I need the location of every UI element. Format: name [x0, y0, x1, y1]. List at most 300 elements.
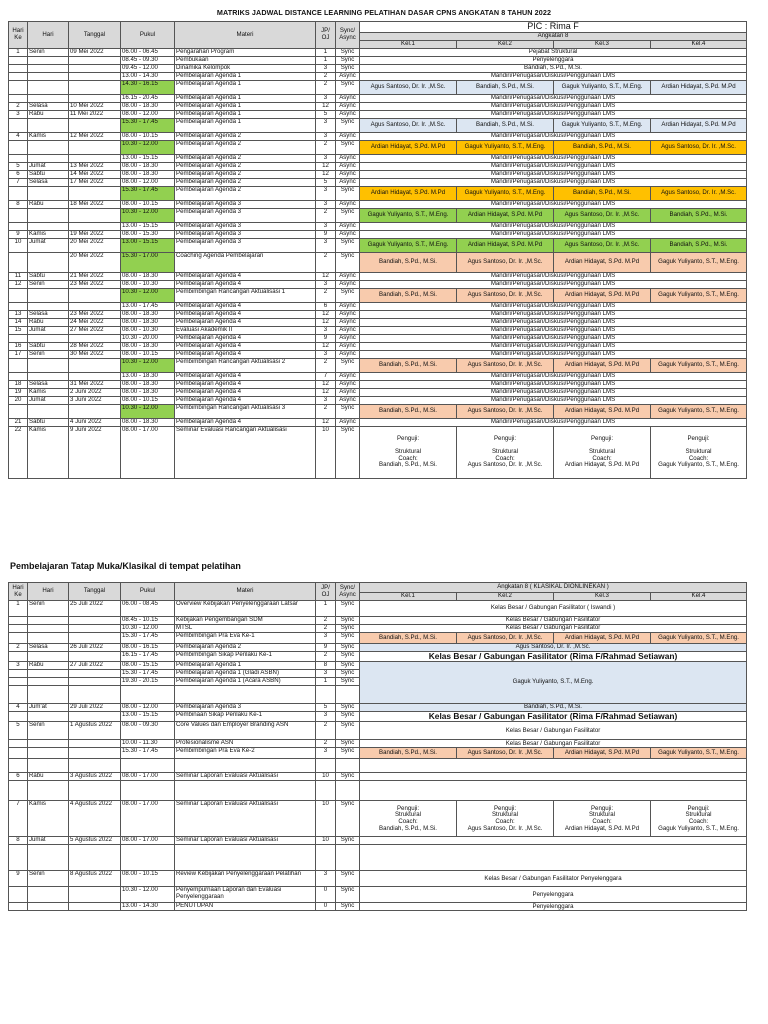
cell-sync: Async: [336, 154, 360, 162]
cell-materi: Pembimbingan Rancangan Aktualisasi 3: [175, 404, 316, 418]
cell-group-span: Kelas Besar / Gabungan Fasilitator (Rima F/Rahmad Setiawan): [360, 652, 747, 662]
cell-hari: Rabu: [28, 773, 69, 781]
cell-jp: 2: [316, 288, 336, 302]
cell-sync: Sync: [336, 64, 360, 72]
cell-materi: Pembelajaran Agenda 4: [175, 272, 316, 280]
cell-pukul: 08.00 - 09.30: [121, 722, 175, 740]
cell-tanggal: 20 Mei 2022: [69, 238, 121, 252]
cell-tanggal: 10 Mei 2022: [69, 102, 121, 110]
cell-hari: [28, 186, 69, 200]
cell-tanggal: [69, 140, 121, 154]
header-tanggal-2: Tanggal: [69, 583, 121, 601]
cell-materi: Pembelajaran Agenda 2: [175, 154, 316, 162]
header-hari-ke: Hari Ke: [9, 22, 28, 49]
cell-kel-4: Gaguk Yuliyanto, S.T., M.Eng.: [651, 252, 747, 272]
cell-kel-3: Gaguk Yuliyanto, S.T., M.Eng.: [554, 118, 651, 132]
header-kel-1-b: Kel.1: [360, 593, 457, 601]
table-row: [9, 388, 747, 396]
cell-hari: [28, 94, 69, 102]
cell-materi: Pembelajaran Agenda 3: [175, 230, 316, 238]
cell-sync: Sync: [336, 633, 360, 644]
cell-kel-4: Bandiah, S.Pd., M.Si.: [651, 208, 747, 222]
cell-sync: Async: [336, 310, 360, 318]
cell-group-span: Mandiri/Penugasan/Diskusi/Penggunaan LMS: [360, 334, 747, 342]
cell-tanggal: [69, 72, 121, 80]
cell-materi: [175, 759, 316, 773]
cell-hari: [28, 686, 69, 704]
cell-hari: Selasa: [28, 644, 69, 652]
table-row: [9, 56, 747, 64]
table-row: [9, 722, 747, 740]
cell-kel-4: Gaguk Yuliyanto, S.T., M.Eng.: [651, 748, 747, 759]
table-row: [9, 222, 747, 230]
cell-tanggal: 11 Mei 2022: [69, 110, 121, 118]
cell-tanggal: 27 Mei 2022: [69, 326, 121, 334]
cell-sync: [336, 759, 360, 773]
header-tanggal: Tanggal: [69, 22, 121, 49]
cell-group-span: Kelas Besar / Gabungan Fasilitator: [360, 625, 747, 633]
cell-pukul: 08.00 - 18.30: [121, 418, 175, 426]
cell-hari: [28, 887, 69, 903]
cell-hari-ke: [9, 845, 28, 871]
cell-hari-ke: [9, 80, 28, 94]
table-row: [9, 118, 747, 132]
cell-jp: 0: [316, 887, 336, 903]
cell-kel-1: Bandiah, S.Pd., M.Si.: [360, 748, 457, 759]
header-kel-3: Kel.3: [554, 40, 651, 48]
cell-materi: [175, 781, 316, 801]
cell-hari: [28, 64, 69, 72]
cell-jp: 12: [316, 342, 336, 350]
cell-jp: 1: [316, 56, 336, 64]
cell-sync: Sync: [336, 288, 360, 302]
cell-kel-2: Agus Santoso, Dr. Ir. ,M.Sc.: [457, 748, 554, 759]
cell-kel-3: Bandiah, S.Pd., M.Si.: [554, 186, 651, 200]
cell-hari-ke: [9, 222, 28, 230]
cell-hari-ke: 4: [9, 704, 28, 712]
cell-hari-ke: 8: [9, 837, 28, 845]
cell-jp: 3: [316, 154, 336, 162]
table-row: [9, 748, 747, 759]
cell-sync: Async: [336, 222, 360, 230]
cell-materi: Pembelajaran Agenda 2: [175, 186, 316, 200]
cell-group-span: Mandiri/Penugasan/Diskusi/Penggunaan LMS: [360, 132, 747, 140]
cell-pukul: 10.30 - 12.00: [121, 887, 175, 903]
cell-pukul: 15.30 - 17.45: [121, 633, 175, 644]
cell-pukul: 08.00 - 18.30: [121, 342, 175, 350]
cell-materi: Pembelajaran Agenda 4: [175, 418, 316, 426]
cell-jp: 3: [316, 326, 336, 334]
cell-kel-2: Agus Santoso, Dr. Ir. ,M.Sc.: [457, 404, 554, 418]
table-row: [9, 72, 747, 80]
cell-hari-ke: 21: [9, 418, 28, 426]
cell-pukul: 08.45 - 09.30: [121, 56, 175, 64]
cell-kel-2: Agus Santoso, Dr. Ir. ,M.Sc.: [457, 288, 554, 302]
cell-jp: 2: [316, 208, 336, 222]
header-kel-2-b: Kel.2: [457, 593, 554, 601]
section-title-klasikal: Pembelajaran Tatap Muka/Klasikal di tempat pelatihan: [10, 561, 241, 571]
cell-kel-1: Bandiah, S.Pd., M.Si.: [360, 288, 457, 302]
cell-materi: Seminar Laporan Evaluasi Aktualisasi: [175, 837, 316, 845]
cell-sync: [336, 781, 360, 801]
cell-hari: Rabu: [28, 110, 69, 118]
cell-materi: Penyempurnaan Laporan dan Evaluasi Penyelenggaraan: [175, 887, 316, 903]
cell-hari: [28, 118, 69, 132]
table-row: [9, 380, 747, 388]
table-row: [9, 871, 747, 887]
header-jp-2: JP/ OJ: [316, 583, 336, 601]
cell-jp: 5: [316, 704, 336, 712]
table-row: [9, 781, 747, 801]
cell-tanggal: 5 Agustus 2022: [69, 837, 121, 845]
cell-sync: Sync: [336, 426, 360, 478]
cell-group-span: Mandiri/Penugasan/Diskusi/Penggunaan LMS: [360, 302, 747, 310]
cell-hari-ke: 2: [9, 102, 28, 110]
cell-hari: Rabu: [28, 200, 69, 208]
cell-jp: 1: [316, 601, 336, 617]
cell-group-span: Kelas Besar / Gabungan Fasilitator: [360, 740, 747, 748]
cell-hari: [28, 288, 69, 302]
cell-kel-3: Agus Santoso, Dr. Ir. ,M.Sc.: [554, 208, 651, 222]
cell-sync: Sync: [336, 740, 360, 748]
cell-kel-1: Agus Santoso, Dr. Ir. ,M.Sc.: [360, 80, 457, 94]
table-row: [9, 280, 747, 288]
cell-sync: Async: [336, 326, 360, 334]
cell-tanggal: 14 Mei 2022: [69, 170, 121, 178]
cell-jp: 3: [316, 186, 336, 200]
table-row: [9, 644, 747, 652]
cell-jp: 5: [316, 110, 336, 118]
cell-group-span: Mandiri/Penugasan/Diskusi/Penggunaan LMS: [360, 310, 747, 318]
cell-tanggal: [69, 887, 121, 903]
header-kel-3-b: Kel.3: [554, 593, 651, 601]
header-kel-4-b: Kel.4: [651, 593, 747, 601]
cell-tanggal: [69, 56, 121, 64]
cell-pukul: 13.00 - 14.30: [121, 72, 175, 80]
cell-tanggal: [69, 670, 121, 678]
cell-hari: [28, 759, 69, 773]
cell-jp: 3: [316, 871, 336, 887]
cell-pukul: [121, 781, 175, 801]
cell-jp: 1: [316, 678, 336, 686]
cell-sync: Async: [336, 230, 360, 238]
table-row: [9, 704, 747, 712]
cell-hari: Selasa: [28, 310, 69, 318]
table-row: [9, 252, 747, 272]
cell-hari: [28, 334, 69, 342]
cell-sync: Async: [336, 72, 360, 80]
cell-kel-1: Gaguk Yuliyanto, S.T., M.Eng.: [360, 208, 457, 222]
cell-materi: PENUTUPAN: [175, 903, 316, 911]
cell-kel-2: Bandiah, S.Pd., M.Si.: [457, 80, 554, 94]
cell-hari: Kamis: [28, 426, 69, 478]
cell-sync: Sync: [336, 662, 360, 670]
cell-hari-ke: 22: [9, 426, 28, 478]
cell-hari: [28, 845, 69, 871]
cell-group-span: Mandiri/Penugasan/Diskusi/Penggunaan LMS: [360, 388, 747, 396]
cell-kel-3: Penguji: Struktural Coach: Ardian Hidayat, S.Pd. M.Pd: [554, 801, 651, 837]
table-row: [9, 372, 747, 380]
cell-tanggal: [69, 712, 121, 722]
table-row: [9, 94, 747, 102]
header-kel-2: Kel.2: [457, 40, 554, 48]
cell-pukul: 10.30 - 12.00: [121, 625, 175, 633]
cell-hari: Senin: [28, 350, 69, 358]
cell-group-span: [360, 759, 747, 773]
cell-materi: Review Kebijakan Penyelenggaraan Pelatihan: [175, 871, 316, 887]
cell-kel-4: Penguji: Struktural Coach: Gaguk Yuliyanto, S.T., M.Eng.: [651, 426, 747, 478]
table-row: [9, 845, 747, 871]
table-row: [9, 837, 747, 845]
cell-hari-ke: 18: [9, 380, 28, 388]
cell-hari: [28, 56, 69, 64]
cell-materi: Pembelajaran Agenda 3: [175, 200, 316, 208]
cell-sync: Async: [336, 388, 360, 396]
cell-kel-1: Bandiah, S.Pd., M.Si.: [360, 633, 457, 644]
cell-kel-1: Bandiah, S.Pd., M.Si.: [360, 358, 457, 372]
cell-jp: 12: [316, 388, 336, 396]
cell-sync: Sync: [336, 670, 360, 678]
cell-hari: [28, 633, 69, 644]
cell-group-span: Penyelenggara: [360, 887, 747, 903]
table-row: [9, 426, 747, 478]
cell-materi: Core Values dan Employer Branding ASN: [175, 722, 316, 740]
schedule-table-klasikal: [8, 582, 747, 911]
cell-materi: Pembelajaran Agenda 4: [175, 280, 316, 288]
cell-tanggal: [69, 625, 121, 633]
cell-hari-ke: [9, 302, 28, 310]
table-row: [9, 350, 747, 358]
cell-hari: Rabu: [28, 318, 69, 326]
cell-materi: Overview Kebijakan Penyelenggaraan Latsar: [175, 601, 316, 617]
table-row: [9, 140, 747, 154]
cell-materi: Pembukaan: [175, 56, 316, 64]
cell-pukul: 15.30 - 17.45: [121, 748, 175, 759]
cell-hari-ke: [9, 686, 28, 704]
cell-sync: Sync: [336, 48, 360, 56]
cell-kel-3: Gaguk Yuliyanto, S.T., M.Eng.: [554, 80, 651, 94]
cell-hari: Selasa: [28, 102, 69, 110]
table-row: [9, 110, 747, 118]
cell-tanggal: [69, 154, 121, 162]
cell-jp: 0: [316, 903, 336, 911]
cell-materi: Dinamika Kelompok: [175, 64, 316, 72]
cell-group-span: Penyelenggara: [360, 56, 747, 64]
cell-hari-ke: [9, 94, 28, 102]
table-row: [9, 801, 747, 837]
cell-hari: [28, 252, 69, 272]
cell-hari-ke: 1: [9, 48, 28, 56]
cell-materi: Pembelajaran Agenda 2: [175, 132, 316, 140]
cell-hari: [28, 670, 69, 678]
cell-pukul: 10.30 - 12.00: [121, 404, 175, 418]
cell-kel-2: Ardian Hidayat, S.Pd. M.Pd: [457, 208, 554, 222]
angkatan-label: Angkatan 8: [360, 32, 747, 40]
cell-jp: 3: [316, 64, 336, 72]
pic-label: PIC : Rima F: [360, 22, 747, 33]
cell-hari-ke: 5: [9, 162, 28, 170]
cell-pukul: 08.00 - 12.00: [121, 110, 175, 118]
cell-materi: Pembelajaran Agenda 4: [175, 380, 316, 388]
cell-pukul: 15.30 - 17.45: [121, 186, 175, 200]
cell-tanggal: [69, 80, 121, 94]
cell-tanggal: 09 Mei 2022: [69, 48, 121, 56]
cell-jp: 12: [316, 318, 336, 326]
cell-sync: Sync: [336, 186, 360, 200]
cell-tanggal: 29 Juli 2022: [69, 704, 121, 712]
cell-hari: Kamis: [28, 132, 69, 140]
cell-hari: Jumat: [28, 837, 69, 845]
cell-sync: Sync: [336, 773, 360, 781]
cell-jp: 6: [316, 302, 336, 310]
cell-hari-ke: 17: [9, 350, 28, 358]
cell-jp: [316, 781, 336, 801]
cell-hari-ke: [9, 633, 28, 644]
cell-sync: Sync: [336, 644, 360, 652]
table-row: [9, 154, 747, 162]
cell-materi: Pembelajaran Agenda 4: [175, 396, 316, 404]
cell-group-span: Mandiri/Penugasan/Diskusi/Penggunaan LMS: [360, 178, 747, 186]
cell-group-span: Mandiri/Penugasan/Diskusi/Penggunaan LMS: [360, 222, 747, 230]
cell-hari-ke: [9, 118, 28, 132]
cell-sync: Sync: [336, 704, 360, 712]
cell-hari-ke: 2: [9, 644, 28, 652]
cell-tanggal: [69, 678, 121, 686]
cell-tanggal: [69, 334, 121, 342]
header-materi: Materi: [175, 22, 316, 49]
cell-group-span: Bandiah, S.Pd., M.Si.: [360, 64, 747, 72]
cell-tanggal: 27 Juli 2022: [69, 662, 121, 670]
cell-kel-2: Agus Santoso, Dr. Ir. ,M.Sc.: [457, 252, 554, 272]
cell-tanggal: 18 Mei 2022: [69, 200, 121, 208]
cell-pukul: 08.00 - 10.15: [121, 396, 175, 404]
cell-tanggal: 24 Mei 2022: [69, 318, 121, 326]
cell-materi: MTSL: [175, 625, 316, 633]
cell-hari: [28, 358, 69, 372]
cell-sync: Sync: [336, 801, 360, 837]
cell-materi: Pembelajaran Agenda 4: [175, 302, 316, 310]
cell-tanggal: [69, 652, 121, 662]
cell-hari-ke: 9: [9, 871, 28, 887]
cell-kel-2: Penguji: Struktural Coach: Agus Santoso, Dr. Ir. ,M.Sc.: [457, 426, 554, 478]
table-row: [9, 288, 747, 302]
cell-hari: [28, 903, 69, 911]
cell-materi: Coaching Agenda Pembelajaran: [175, 252, 316, 272]
header-hari-ke-2: Hari Ke: [9, 583, 28, 601]
cell-pukul: 08.00 - 18.30: [121, 102, 175, 110]
cell-hari: Kamis: [28, 230, 69, 238]
cell-pukul: 13.00 - 15.15: [121, 222, 175, 230]
cell-hari: [28, 302, 69, 310]
cell-sync: Sync: [336, 678, 360, 686]
cell-jp: 3: [316, 200, 336, 208]
cell-sync: Sync: [336, 358, 360, 372]
cell-pukul: 08.00 - 15.30: [121, 230, 175, 238]
cell-hari-ke: [9, 56, 28, 64]
cell-hari: Senin: [28, 601, 69, 617]
cell-jp: 3: [316, 280, 336, 288]
table-row: [9, 887, 747, 903]
cell-materi: Pembelajaran Agenda 1 (Acara ASBN): [175, 678, 316, 686]
cell-materi: Pembelajaran Agenda 4: [175, 334, 316, 342]
table-row: [9, 162, 747, 170]
cell-sync: Sync: [336, 601, 360, 617]
cell-group-span: Mandiri/Penugasan/Diskusi/Penggunaan LMS: [360, 170, 747, 178]
cell-group-span: Mandiri/Penugasan/Diskusi/Penggunaan LMS: [360, 372, 747, 380]
cell-hari-ke: [9, 617, 28, 625]
cell-jp: 2: [316, 722, 336, 740]
cell-jp: 3: [316, 712, 336, 722]
cell-hari-ke: [9, 72, 28, 80]
cell-sync: Sync: [336, 56, 360, 64]
cell-jp: 3: [316, 132, 336, 140]
cell-group-span: [360, 781, 747, 801]
cell-sync: Sync: [336, 617, 360, 625]
cell-hari-ke: [9, 358, 28, 372]
table-row: [9, 170, 747, 178]
cell-kel-1: Penguji: Struktural Coach: Bandiah, S.Pd., M.Si.: [360, 801, 457, 837]
cell-group-span: Pejabat Struktural: [360, 48, 747, 56]
table-row: [9, 272, 747, 280]
table-row: [9, 773, 747, 781]
header-jp: JP/ OJ: [316, 22, 336, 49]
cell-pukul: 13.00 - 15.15: [121, 712, 175, 722]
cell-hari-ke: [9, 334, 28, 342]
cell-hari-ke: [9, 154, 28, 162]
cell-pukul: 08.00 - 16.15: [121, 644, 175, 652]
cell-jp: 3: [316, 118, 336, 132]
cell-kel-3: Ardian Hidayat, S.Pd. M.Pd: [554, 288, 651, 302]
cell-hari-ke: 11: [9, 272, 28, 280]
cell-hari-ke: 13: [9, 310, 28, 318]
cell-hari-ke: [9, 781, 28, 801]
cell-pukul: 08.00 - 17.00: [121, 837, 175, 845]
cell-sync: Async: [336, 94, 360, 102]
cell-hari-ke: [9, 404, 28, 418]
cell-hari-ke: 6: [9, 170, 28, 178]
cell-jp: 2: [316, 625, 336, 633]
cell-hari: Senin: [28, 871, 69, 887]
cell-materi: Pembinaan Sikap Perilaku Ke-1: [175, 712, 316, 722]
cell-tanggal: [69, 617, 121, 625]
cell-sync: Async: [336, 372, 360, 380]
header-pukul: Pukul: [121, 22, 175, 49]
cell-hari: [28, 625, 69, 633]
cell-materi: Pembelajaran Agenda 4: [175, 350, 316, 358]
cell-tanggal: [69, 94, 121, 102]
cell-sync: Async: [336, 200, 360, 208]
cell-jp: 9: [316, 644, 336, 652]
cell-hari-ke: 19: [9, 388, 28, 396]
cell-kel-4: Agus Santoso, Dr. Ir. ,M.Sc.: [651, 186, 747, 200]
cell-group-span: Kelas Besar / Gabungan Fasilitator ( Iswandi ): [360, 601, 747, 617]
cell-hari-ke: [9, 288, 28, 302]
cell-tanggal: [69, 118, 121, 132]
cell-materi: Seminar Laporan Evaluasi Aktualisasi: [175, 773, 316, 781]
cell-group-span: Kelas Besar / Gabungan Fasilitator Penyelenggara: [360, 871, 747, 887]
cell-hari-ke: 5: [9, 722, 28, 740]
cell-materi: Pembelajaran Agenda 3: [175, 704, 316, 712]
cell-pukul: 08.00 - 10.30: [121, 280, 175, 288]
cell-materi: Pembelajaran Agenda 1: [175, 102, 316, 110]
cell-jp: 9: [316, 230, 336, 238]
cell-jp: 2: [316, 140, 336, 154]
cell-jp: 2: [316, 252, 336, 272]
cell-materi: Pembimbingan Sikap Perilaku Ke-1: [175, 652, 316, 662]
cell-sync: Sync: [336, 837, 360, 845]
cell-sync: Async: [336, 162, 360, 170]
cell-sync: Async: [336, 418, 360, 426]
